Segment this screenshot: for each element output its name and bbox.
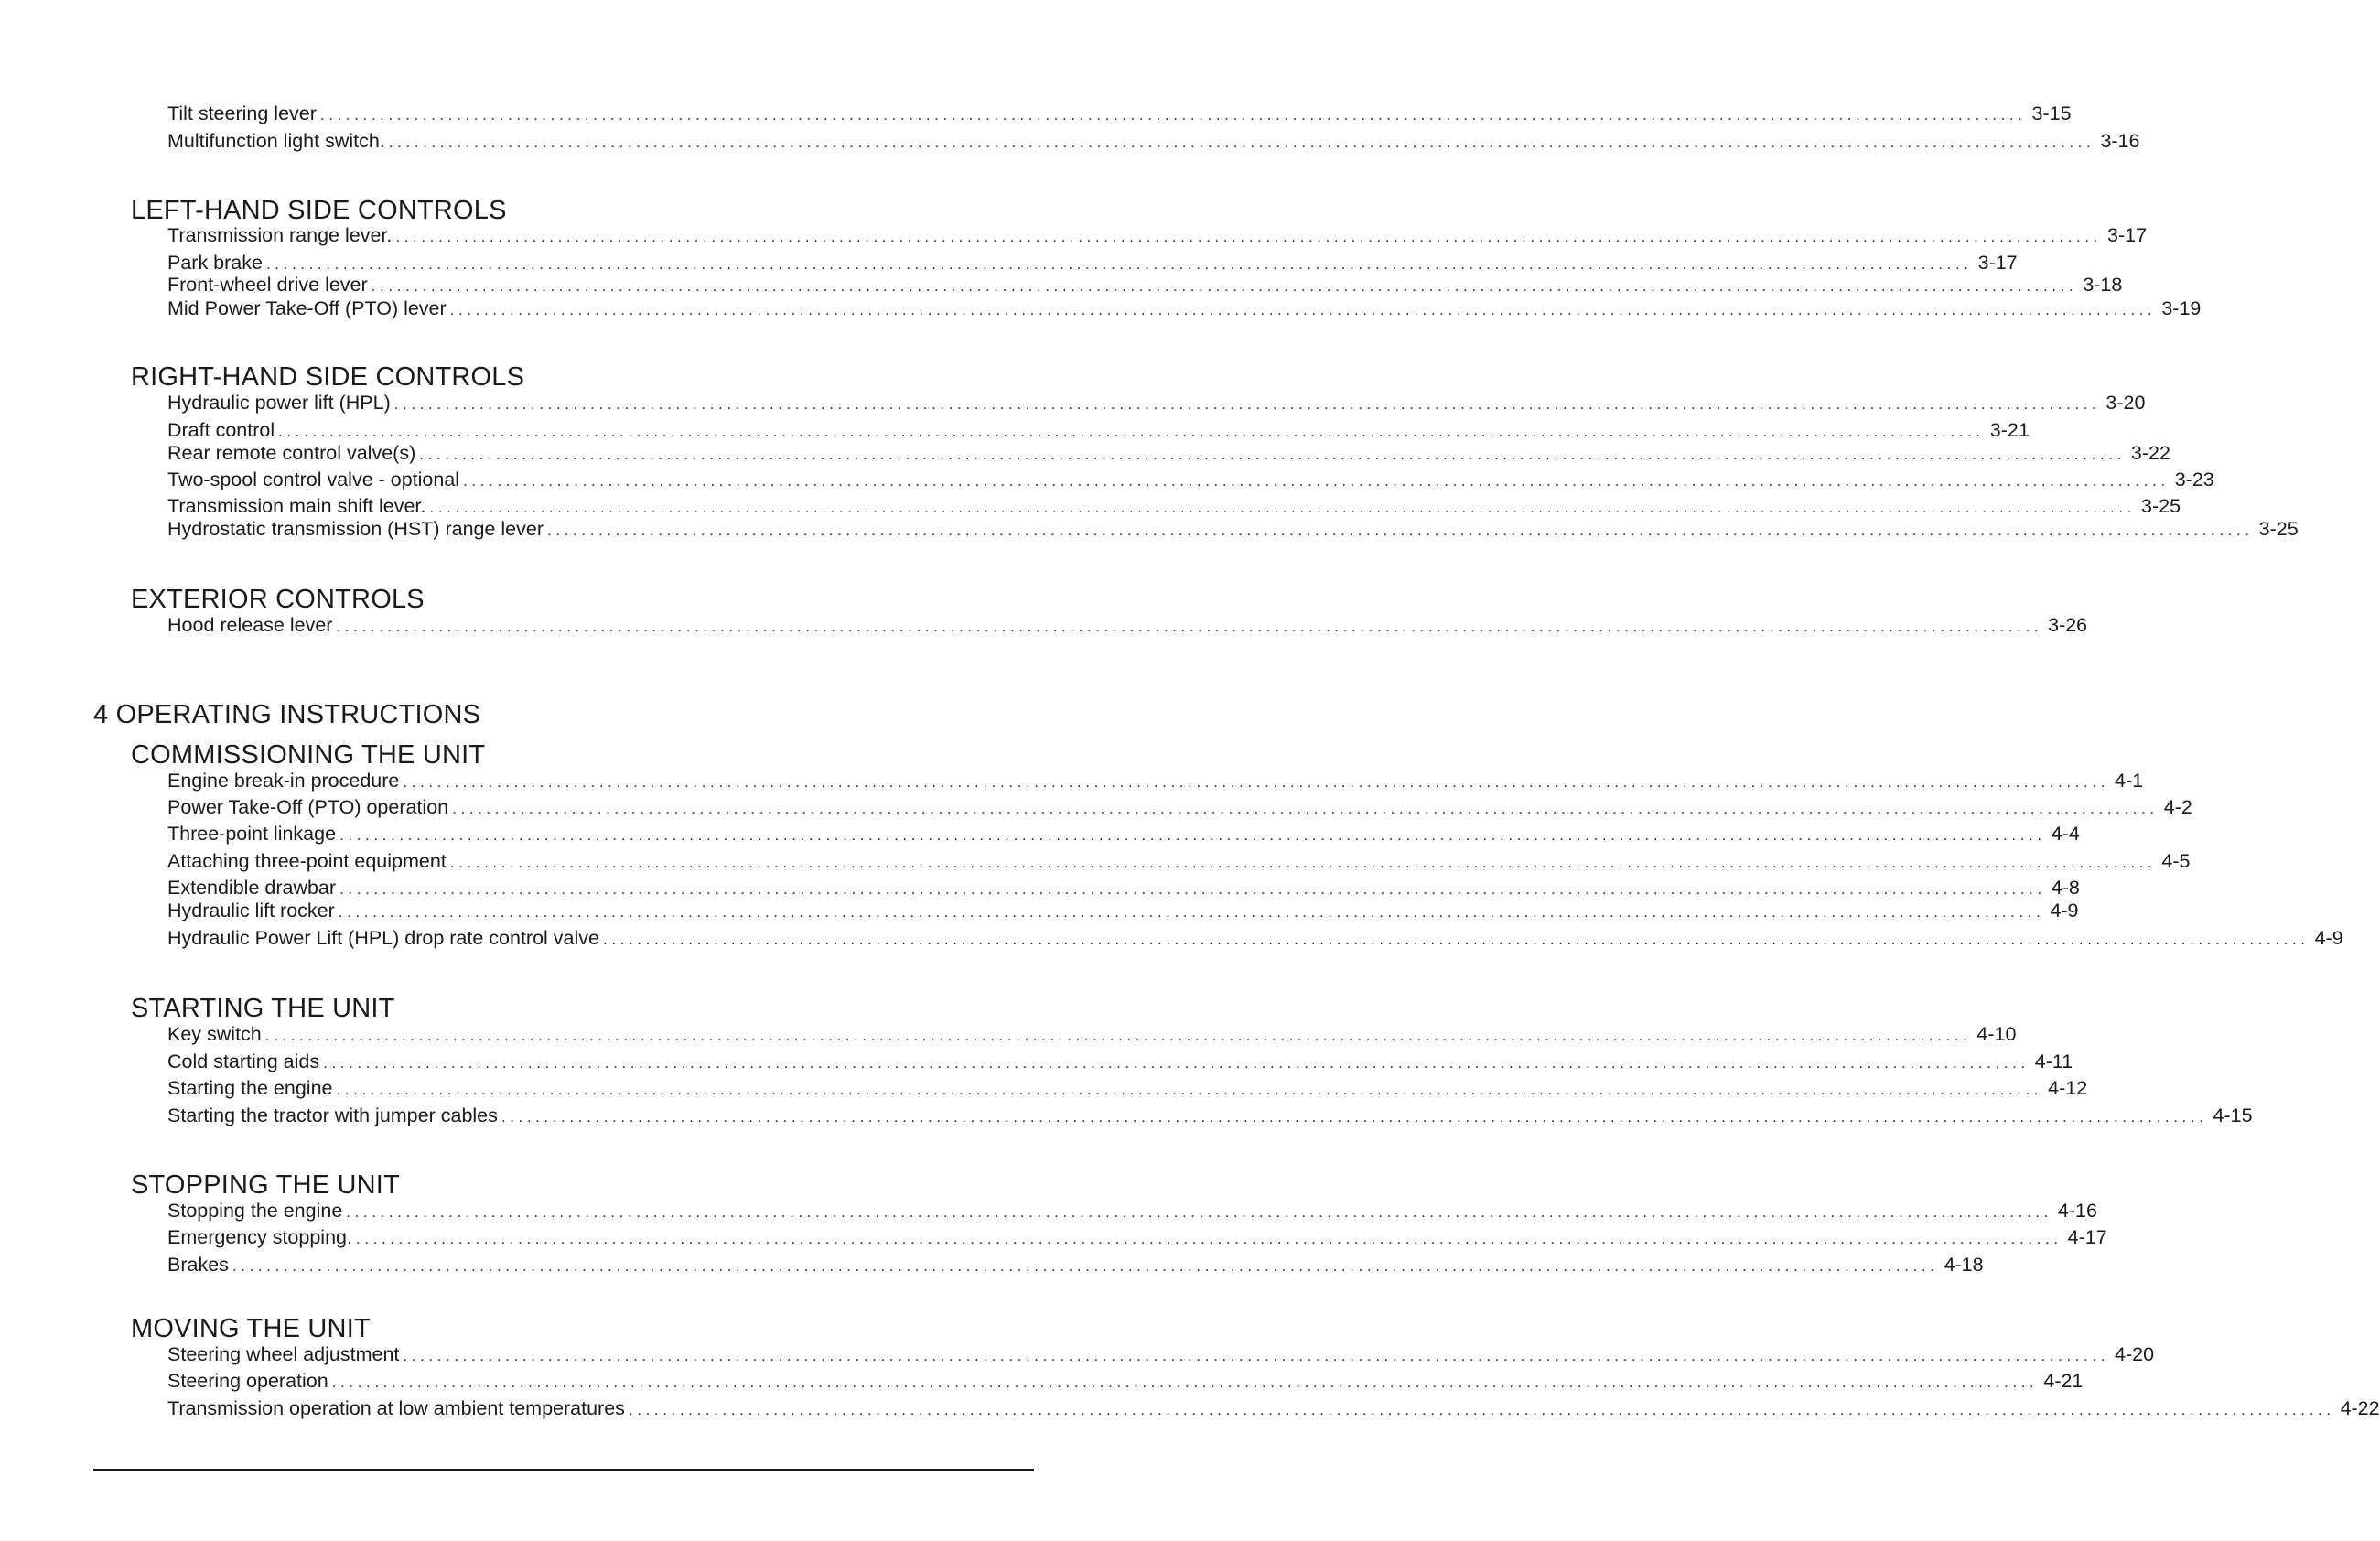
leader-dots: ........................................................................................................................................................................................................: [336, 1081, 2043, 1098]
toc-entry-label: Two-spool control valve - optional: [167, 469, 460, 490]
toc-entry-label: Front-wheel drive lever: [167, 274, 368, 296]
toc-entry-page: 3-21: [1989, 419, 2030, 441]
toc-entry[interactable]: [167, 517, 2299, 541]
toc-entry-label: Transmission range lever.: [167, 224, 393, 246]
toc-entry[interactable]: [167, 613, 2088, 637]
toc-entry[interactable]: [167, 1199, 2097, 1223]
toc-entry-label: Mid Power Take-Off (PTO) lever: [167, 297, 447, 319]
chapter-title: 4 OPERATING INSTRUCTIONS: [93, 700, 481, 729]
toc-entry[interactable]: [167, 1342, 2155, 1366]
toc-entry[interactable]: [167, 1050, 2073, 1073]
leader-dots: ........................................................................................................................................................................................................: [452, 800, 2159, 817]
toc-entry-page: 4-20: [2115, 1343, 2155, 1365]
toc-entry[interactable]: [167, 795, 2192, 819]
toc-entry[interactable]: [167, 1369, 2084, 1393]
toc-entry[interactable]: [167, 391, 2146, 415]
toc-entry-page: 3-19: [2161, 297, 2202, 319]
toc-entry-label: Stopping the engine: [167, 1200, 343, 1222]
toc-entry-label: Emergency stopping.: [167, 1226, 352, 1248]
leader-dots: ........................................................................................................................................................................................................: [278, 423, 1985, 440]
leader-dots: ........................................................................................................................................................................................................: [429, 499, 2137, 516]
toc-entry-label: Brakes: [167, 1254, 229, 1276]
toc-entry-page: 4-5: [2161, 850, 2191, 872]
toc-entry-page: 4-15: [2213, 1105, 2253, 1126]
toc-entry-label: Attaching three-point equipment: [167, 850, 447, 872]
toc-entry-page: 4-21: [2043, 1370, 2084, 1392]
toc-entry-label: Multifunction light switch.: [167, 130, 385, 152]
leader-dots: ........................................................................................................................................................................................................: [403, 773, 2110, 791]
leader-dots: ........................................................................................................................................................................................................: [331, 1374, 2039, 1391]
section-heading-left-hand: LEFT-HAND SIDE CONTROLS: [131, 196, 507, 225]
footer-rule: [93, 1469, 1034, 1471]
toc-entry-page: 3-23: [2174, 469, 2214, 490]
leader-dots: ........................................................................................................................................................................................................: [603, 931, 2310, 948]
leader-dots: ........................................................................................................................................................................................................: [323, 1054, 2030, 1072]
toc-entry[interactable]: [167, 1396, 2380, 1420]
toc-entry-page: 3-25: [2141, 495, 2181, 517]
toc-entry-label: Rear remote control valve(s): [167, 442, 416, 464]
section-heading-starting: STARTING THE UNIT: [131, 994, 395, 1023]
toc-entry[interactable]: [167, 769, 2144, 792]
toc-entry-page: 3-26: [2048, 614, 2088, 636]
toc-entry-page: 4-22: [2340, 1397, 2380, 1419]
toc-entry[interactable]: [167, 849, 2191, 873]
toc-entry-label: Extendible drawbar: [167, 877, 337, 899]
leader-dots: ........................................................................................................................................................................................................: [371, 277, 2078, 295]
toc-entry-label: Engine break-in procedure: [167, 770, 400, 792]
leader-dots: ........................................................................................................................................................................................................: [346, 1203, 2052, 1221]
toc-entry-label: Key switch: [167, 1023, 262, 1045]
toc-entry[interactable]: [167, 129, 2140, 153]
toc-entry-label: Tilt steering lever: [167, 102, 317, 124]
toc-entry[interactable]: [167, 418, 2030, 442]
toc-entry[interactable]: [167, 1225, 2107, 1249]
toc-entry[interactable]: [167, 1022, 2017, 1046]
leader-dots: ........................................................................................................................................................................................................: [264, 1027, 1972, 1044]
toc-entry[interactable]: [167, 468, 2214, 491]
toc-entry-page: 4-9: [2050, 900, 2079, 921]
toc-entry-label: Starting the tractor with jumper cables: [167, 1105, 498, 1126]
section-heading-commissioning: COMMISSIONING THE UNIT: [131, 740, 486, 770]
toc-entry-label: Steering wheel adjustment: [167, 1343, 400, 1365]
toc-entry-page: 3-15: [2031, 102, 2072, 124]
toc-entry-page: 3-20: [2105, 392, 2146, 414]
leader-dots: ........................................................................................................................................................................................................: [265, 255, 1973, 273]
toc-entry-label: Hydraulic power lift (HPL): [167, 392, 391, 414]
toc-entry[interactable]: [167, 1253, 1984, 1277]
toc-entry-label: Starting the engine: [167, 1077, 333, 1099]
toc-entry-page: 4-12: [2048, 1077, 2088, 1099]
toc-entry-page: 4-18: [1944, 1254, 1984, 1276]
toc-entry-label: Hydrostatic transmission (HST) range lever: [167, 518, 544, 540]
leader-dots: ........................................................................................................................................................................................................: [339, 826, 2046, 844]
leader-dots: ........................................................................................................................................................................................................: [319, 106, 2027, 124]
toc-entry-label: Hood release lever: [167, 614, 333, 636]
leader-dots: ........................................................................................................................................................................................................: [393, 395, 2101, 413]
toc-entry-page: 4-4: [2051, 823, 2080, 845]
leader-dots: ........................................................................................................................................................................................................: [449, 854, 2157, 871]
leader-dots: ........................................................................................................................................................................................................: [463, 472, 2170, 490]
toc-entry-page: 4-16: [2057, 1200, 2097, 1222]
leader-dots: ........................................................................................................................................................................................................: [338, 903, 2045, 921]
toc-entry-label: Draft control: [167, 419, 275, 441]
toc-entry-page: 3-25: [2258, 518, 2299, 540]
leader-dots: ........................................................................................................................................................................................................: [628, 1401, 2335, 1418]
toc-entry[interactable]: [167, 876, 2080, 900]
leader-dots: ........................................................................................................................................................................................................: [339, 880, 2046, 898]
leader-dots: ........................................................................................................................................................................................................: [501, 1108, 2208, 1126]
leader-dots: ........................................................................................................................................................................................................: [403, 1347, 2110, 1364]
section-heading-exterior: EXTERIOR CONTROLS: [131, 585, 425, 614]
leader-dots: ........................................................................................................................................................................................................: [388, 134, 2095, 151]
toc-entry-page: 3-22: [2130, 442, 2170, 464]
toc-entry-label: Three-point linkage: [167, 823, 337, 845]
toc-entry-page: 3-17: [2107, 224, 2148, 246]
toc-entry-label: Cold starting aids: [167, 1051, 320, 1072]
toc-entry-page: 4-10: [1976, 1023, 2017, 1045]
toc-entry[interactable]: [167, 441, 2170, 465]
leader-dots: ........................................................................................................................................................................................................: [419, 446, 2126, 463]
toc-entry[interactable]: [167, 296, 2202, 320]
section-heading-moving: MOVING THE UNIT: [131, 1314, 371, 1343]
toc-entry-label: Hydraulic lift rocker: [167, 900, 335, 921]
toc-entry-page: 4-9: [2314, 927, 2343, 949]
toc-entry-page: 4-11: [2034, 1051, 2073, 1072]
leader-dots: ........................................................................................................................................................................................................: [355, 1230, 2062, 1247]
toc-entry-label: Transmission main shift lever.: [167, 495, 426, 517]
toc-entry-label: Steering operation: [167, 1370, 328, 1392]
toc-entry-label: Park brake: [167, 252, 263, 274]
toc-entry-label: Power Take-Off (PTO) operation: [167, 796, 449, 818]
toc-entry[interactable]: [167, 926, 2343, 950]
toc-entry[interactable]: [167, 822, 2080, 846]
section-heading-stopping: STOPPING THE UNIT: [131, 1170, 400, 1200]
section-heading-right-hand: RIGHT-HAND SIDE CONTROLS: [131, 362, 525, 392]
leader-dots: ........................................................................................................................................................................................................: [336, 618, 2043, 635]
toc-entry[interactable]: [167, 251, 2018, 275]
toc-entry-page: 4-1: [2115, 770, 2144, 792]
toc-entry[interactable]: [167, 102, 2072, 125]
toc-entry-page: 4-2: [2163, 796, 2192, 818]
toc-entry-page: 4-17: [2067, 1226, 2107, 1248]
toc-entry[interactable]: [167, 223, 2148, 247]
toc-entry-page: 4-8: [2051, 877, 2080, 899]
toc-entry-page: 3-16: [2100, 130, 2140, 152]
leader-dots: ........................................................................................................................................................................................................: [232, 1257, 1939, 1275]
toc-entry[interactable]: [167, 273, 2123, 296]
toc-entry-label: Transmission operation at low ambient temperatures: [167, 1397, 625, 1419]
toc-entry-page: 3-18: [2083, 274, 2123, 296]
toc-entry[interactable]: [167, 1076, 2088, 1100]
leader-dots: ........................................................................................................................................................................................................: [449, 301, 2157, 318]
leader-dots: ........................................................................................................................................................................................................: [395, 228, 2103, 245]
toc-entry[interactable]: [167, 1104, 2253, 1127]
toc-entry-page: 3-17: [1977, 252, 2018, 274]
leader-dots: ........................................................................................................................................................................................................: [547, 522, 2254, 539]
toc-entry[interactable]: [167, 899, 2079, 922]
toc-entry[interactable]: [167, 494, 2181, 518]
toc-entry-label: Hydraulic Power Lift (HPL) drop rate control valve: [167, 927, 599, 949]
